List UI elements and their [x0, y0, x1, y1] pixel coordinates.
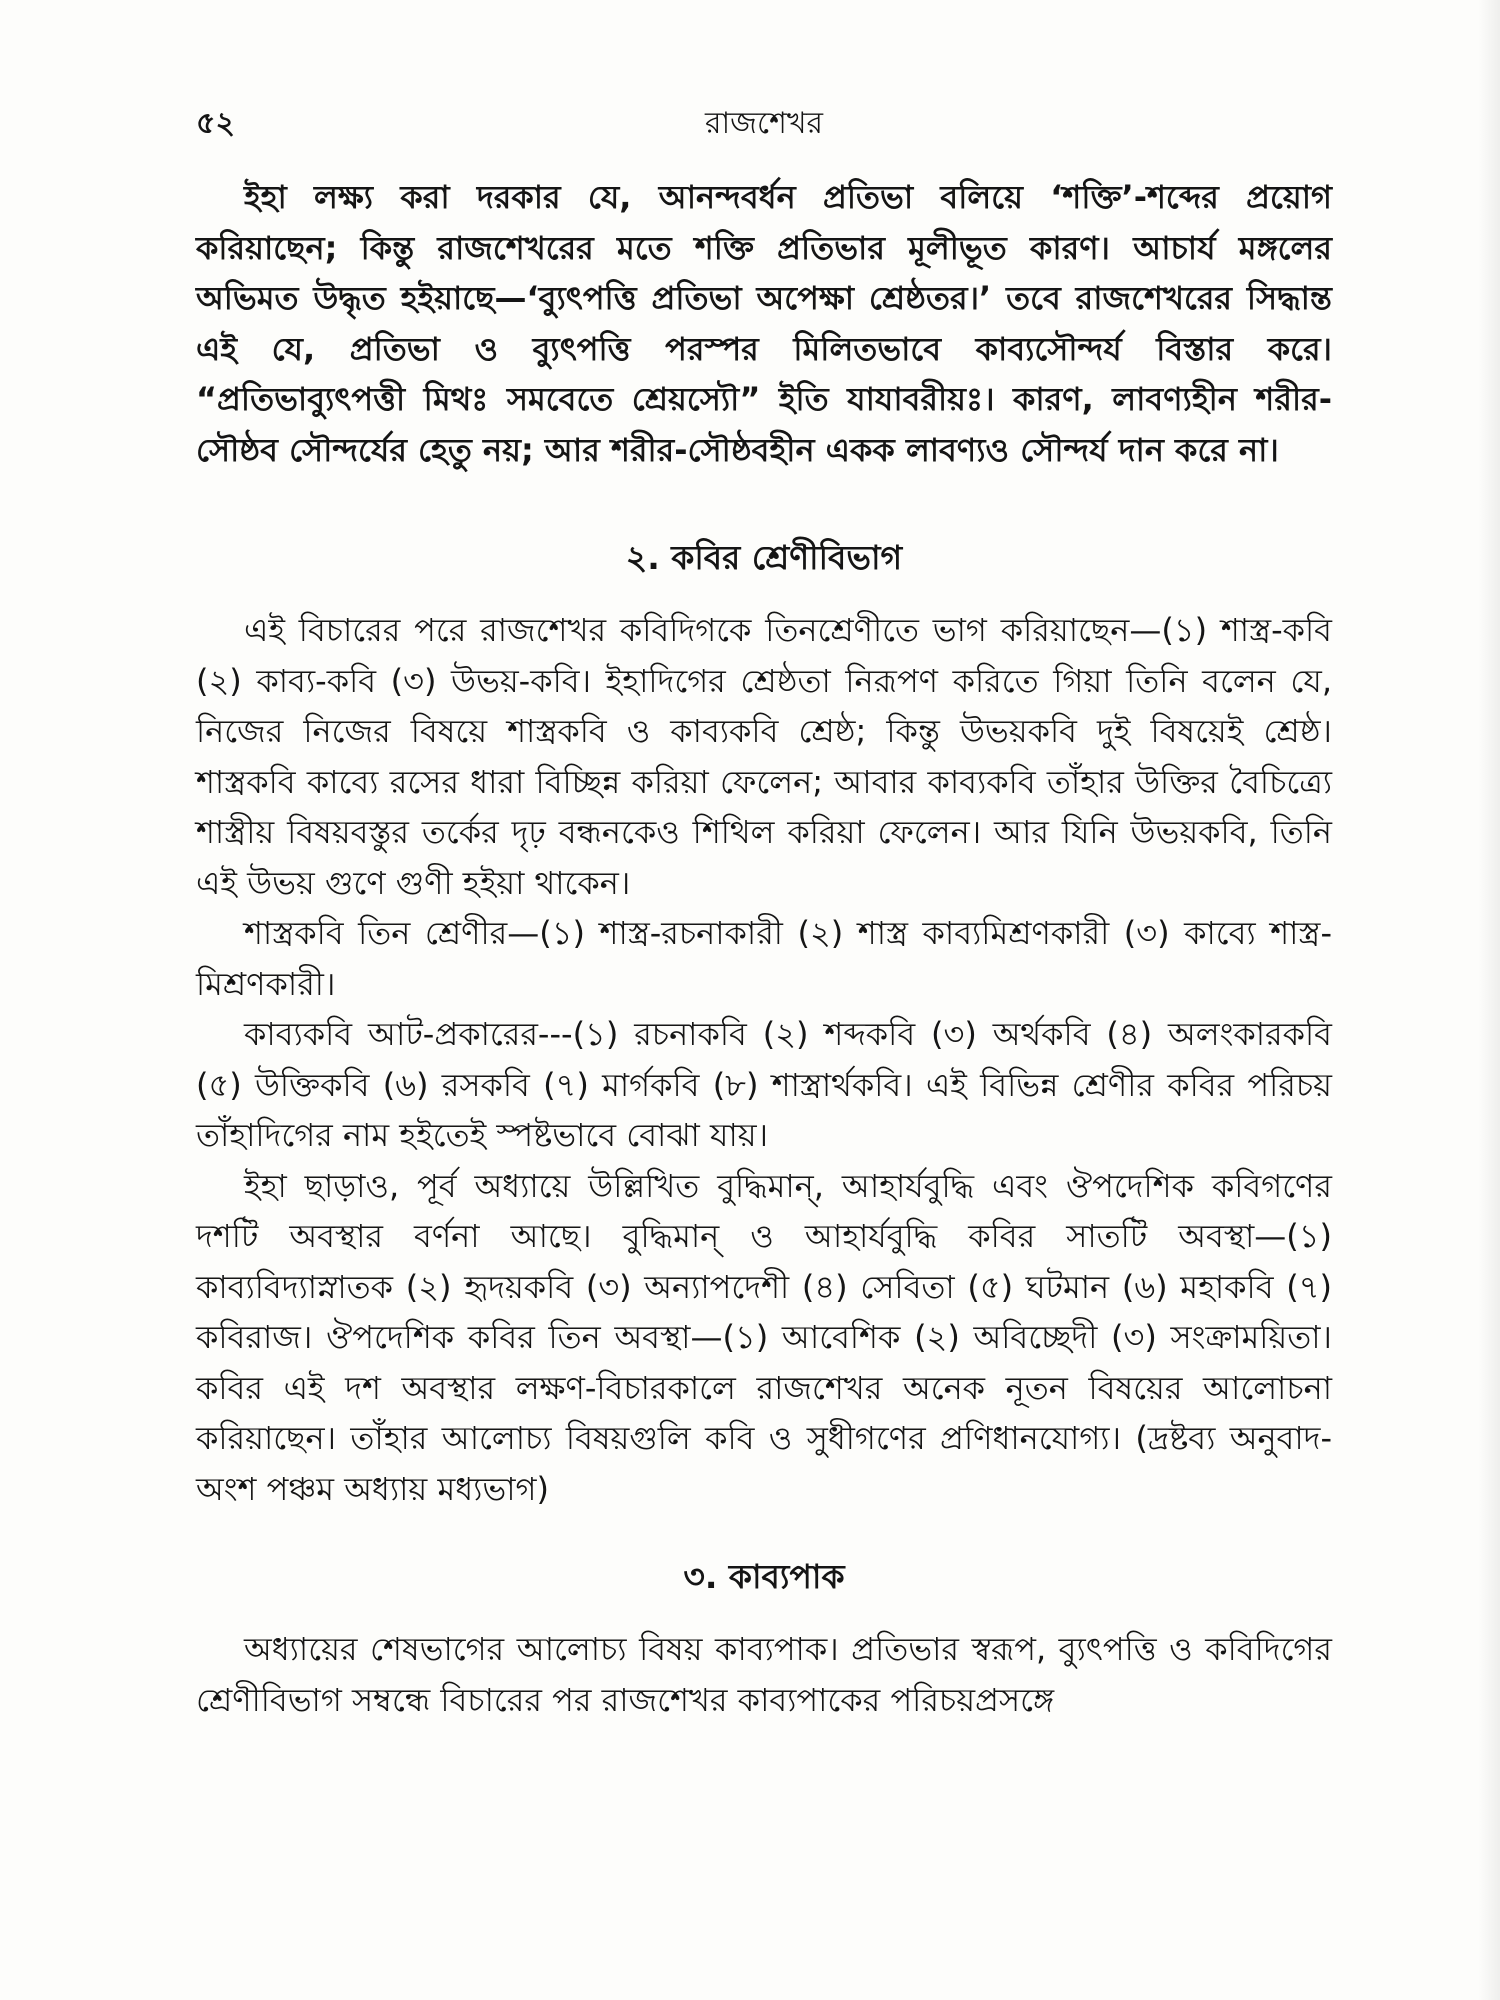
section-heading-kavi-classification: ২. কবির শ্রেণীবিভাগ — [625, 538, 903, 577]
paragraph-kavya-kavi: কাব্যকবি আট-প্রকারের---(১) রচনাকবি (২) শব্দকবি (৩) অর্থকবি (৪) অলংকারকবি (৫) উক্তিকবি (৬) রসকবি (৭) মার্গকবি (৮) শাস্ত্রার্থকবি। এই বিভিন্ন শ্রেণীর কবির পরিচয় তাঁহাদিগের নাম হইতেই স্পষ্টভাবে বোঝা যায়। — [196, 1015, 1332, 1154]
page-number: ৫২ — [196, 106, 235, 141]
page-edge-shadow — [1478, 0, 1500, 2000]
paragraph-ten-states: ইহা ছাড়াও, পূর্ব অধ্যায়ে উল্লিখিত বুদ্ধিমান্, আহার্যবুদ্ধি এবং ঔপদেশিক কবিগণের দশটি অবস্থার বর্ণনা আছে। বুদ্ধিমান্ ও আহার্যবুদ্ধি কবির সাতটি অবস্থা—(১) কাব্যবিদ্যাস্নাতক (২) হৃদয়কবি (৩) অন্যাপদেশী (৪) সেবিতা (৫) ঘটমান (৬) মহাকবি (৭) কবিরাজ। ঔপদেশিক কবির তিন অবস্থা—(১) আবেশিক (২) অবিচ্ছেদী (৩) সংক্রাময়িতা। কবির এই দশ অবস্থার লক্ষণ-বিচারকালে রাজশেখর অনেক নূতন বিষয়ের আলোচনা করিয়াছেন। তাঁহার আলোচ্য বিষয়গুলি কবি ও সুধীগণের প্রণিধানযোগ্য। (দ্রষ্টব্য অনুবাদ-অংশ পঞ্চম অধ্যায় মধ্যভাগ) — [196, 1166, 1332, 1508]
paragraph-three-classes: এই বিচারের পরে রাজশেখর কবিদিগকে তিনশ্রেণীতে ভাগ করিয়াছেন—(১) শাস্ত্র-কবি (২) কাব্য-কবি (৩) উভয়-কবি। ইহাদিগের শ্রেষ্ঠতা নিরূপণ করিতে গিয়া তিনি বলেন যে, নিজের নিজের বিষয়ে শাস্ত্রকবি ও কাব্যকবি শ্রেষ্ঠ; কিন্তু উভয়কবি দুই বিষয়েই শ্রেষ্ঠ। শাস্ত্রকবি কাব্যে রসের ধারা বিচ্ছিন্ন করিয়া ফেলেন; আবার কাব্যকবি তাঁহার উক্তির বৈচিত্র্যে শাস্ত্রীয় বিষয়বস্তুর তর্কের দৃঢ় বন্ধনকেও শিথিল করিয়া ফেলেন। আর যিনি উভয়কবি, তিনি এই উভয় গুণে গুণী হইয়া থাকেন। — [196, 611, 1332, 902]
page-body — [196, 172, 1332, 1725]
section-heading-kavyapaka: ৩. কাব্যপাক — [683, 1557, 845, 1596]
paragraph-shakti-pratibha: ইহা লক্ষ্য করা দরকার যে, আনন্দবর্ধন প্রতিভা বলিয়ে ‘শক্তি’-শব্দের প্রয়োগ করিয়াছেন; কিন্তু রাজশেখরের মতে শক্তি প্রতিভার মূলীভূত কারণ। আচার্য মঙ্গলের অভিমত উদ্ধৃত হইয়াছে—‘ব্যুৎপত্তি প্রতিভা অপেক্ষা শ্রেষ্ঠতর।’ তবে রাজশেখরের সিদ্ধান্ত এই যে, প্রতিভা ও ব্যুৎপত্তি পরস্পর মিলিতভাবে কাব্যসৌন্দর্য বিস্তার করে। “প্রতিভাব্যুৎপত্তী মিথঃ সমবেতে শ্রেয়স্যৌ” ইতি যাযাবরীয়ঃ। কারণ, লাবণ্যহীন শরীর-সৌষ্ঠব সৌন্দর্যের হেতু নয়; আর শরীর-সৌষ্ঠবহীন একক লাবণ্যও সৌন্দর্য দান করে না। — [196, 178, 1332, 469]
paragraph-kavyapaka-intro: অধ্যায়ের শেষভাগের আলোচ্য বিষয় কাব্যপাক। প্রতিভার স্বরূপ, ব্যুৎপত্তি ও কবিদিগের শ্রেণীবিভাগ সম্বন্ধে বিচারের পর রাজশেখর কাব্যপাকের পরিচয়প্রসঙ্গে — [196, 1630, 1332, 1719]
paragraph-shastra-kavi: শাস্ত্রকবি তিন শ্রেণীর—(১) শাস্ত্র-রচনাকারী (২) শাস্ত্র কাব্যমিশ্রণকারী (৩) কাব্যে শাস্ত্র-মিশ্রণকারী। — [196, 914, 1332, 1003]
running-title: রাজশেখর — [704, 106, 824, 141]
page-header — [196, 100, 1332, 150]
